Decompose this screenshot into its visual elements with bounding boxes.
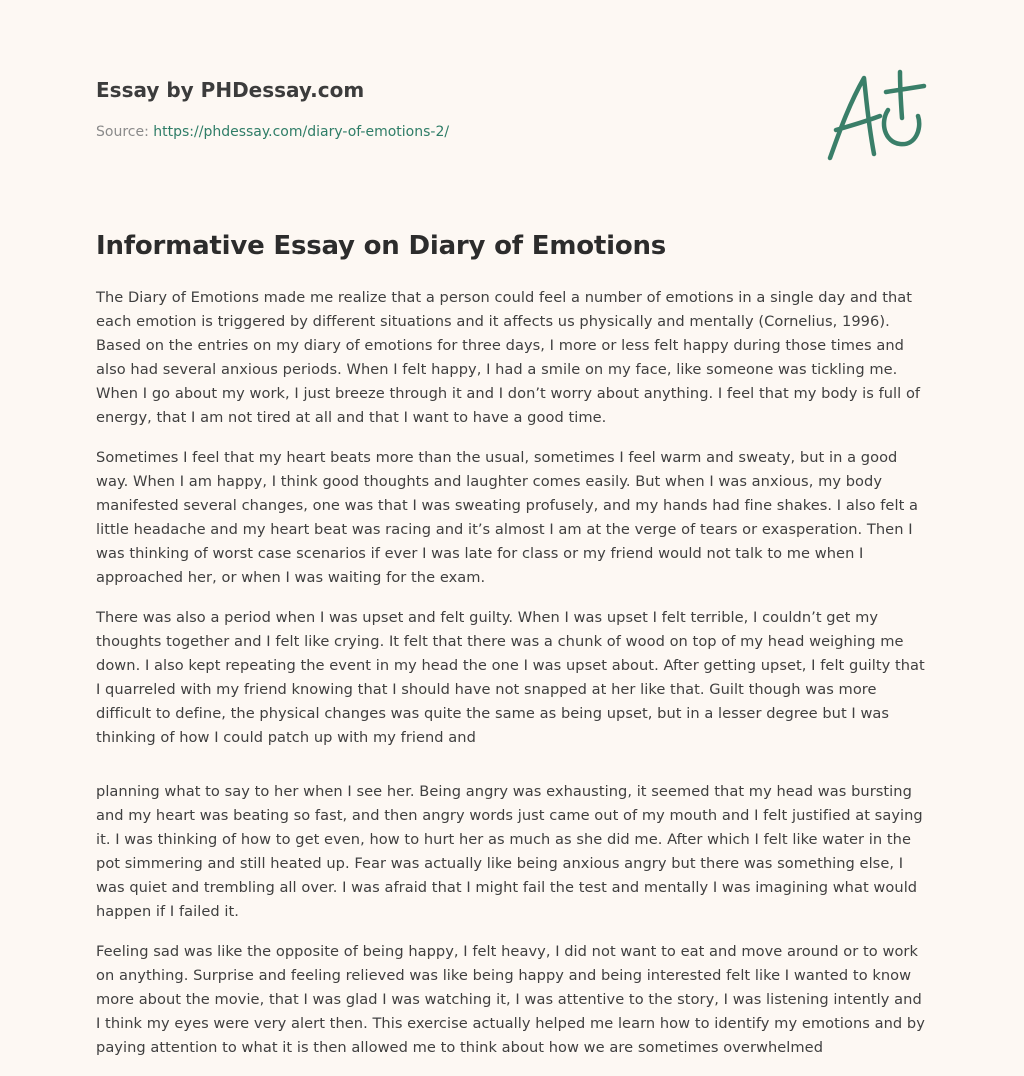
essay-title: Informative Essay on Diary of Emotions	[96, 231, 667, 261]
essay-paragraph: There was also a period when I was upset and felt guilty. When I was upset I felt terrible, I couldn’t get my thoughts together and I felt like crying. It felt that there was a chunk of wood on top of my head weighing me down. I also kept repeating the event in my head the one I was upset about. After getting upset, I felt guilty that I quarreled with my friend knowing that I should have not snapped at her like that. Guilt though was more difficult to define, the physical changes was quite the same as being upset, but in a lesser degree but I was thinking of how I could patch up with my friend and	[96, 609, 925, 746]
essay-paragraph: planning what to say to her when I see her. Being angry was exhausting, it seemed that my head was bursting and my heart was beating so fast, and then angry words just came out of my mouth and I felt justified at saying it. I was thinking of how to get even, how to hurt her as much as she did me. After which I felt like water in the pot simmering and still heated up. Fear was actually like being anxious angry but there was something else, I was quiet and trembling all over. I was afraid that I might fail the test and mentally I was imagining what would happen if I failed it.	[96, 783, 923, 920]
source-link[interactable]: https://phdessay.com/diary-of-emotions-2/	[153, 124, 450, 140]
essay-content	[96, 226, 928, 1076]
essay-paragraph: The Diary of Emotions made me realize that a person could feel a number of emotions in a single day and that each emotion is triggered by different situations and it affects us physically and mentally (Cornelius, 1996). Based on the entries on my diary of emotions for three days, I more or less felt happy during those times and also had several anxious periods. When I felt happy, I had a smile on my face, like someone was tickling me. When I go about my work, I just breeze through it and I don’t worry about anything. I feel that my body is full of energy, that I am not tired at all and that I want to have a good time.	[96, 289, 921, 426]
source-line	[96, 122, 928, 142]
essay-paragraph: Feeling sad was like the opposite of being happy, I felt heavy, I did not want to eat and move around or to work on anything. Surprise and feeling relieved was like being happy and being interested felt like I wanted to know more about the movie, that I was glad I was watching it, I was attentive to the story, I was listening intently and I think my eyes were very alert then. This exercise actually helped me learn how to identify my emotions and by paying attention to what it is then allowed me to think about how we are sometimes overwhelmed	[96, 943, 925, 1056]
a-plus-logo-graphic	[822, 66, 932, 166]
site-brand: Essay by PHDessay.com	[96, 78, 365, 102]
page-header	[96, 76, 928, 142]
source-label: Source:	[96, 124, 149, 140]
essay-paragraph: Sometimes I feel that my heart beats more than the usual, sometimes I feel warm and sweaty, but in a good way. When I am happy, I think good thoughts and laughter comes easily. But when I was anxious, my body manifested several changes, one was that I was sweating profusely, and my hands had fine shakes. I also felt a little headache and my heart beat was racing and it’s almost I am at the verge of tears or exasperation. Then I was thinking of worst case scenarios if ever I was late for class or my friend would not talk to me when I approached her, or when I was waiting for the exam.	[96, 449, 919, 586]
a-plus-logo	[822, 66, 932, 166]
